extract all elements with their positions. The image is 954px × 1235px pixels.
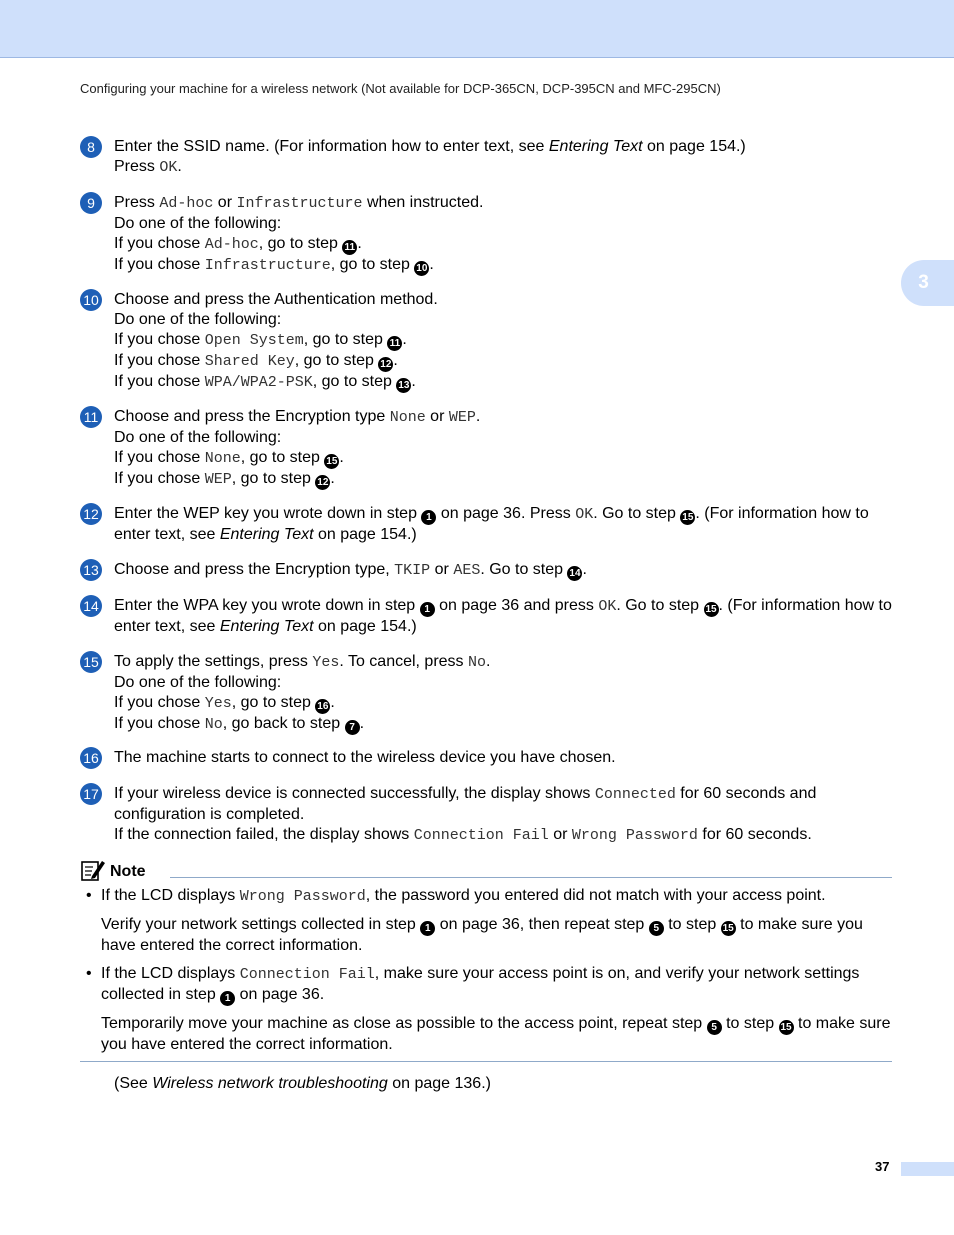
step-reference-badge: 11: [387, 336, 402, 351]
note-paragraph: [101, 1014, 892, 1055]
step-reference-badge: 15: [722, 923, 734, 934]
lcd-option-text: Connection Fail: [413, 827, 549, 844]
step-12: [80, 504, 892, 545]
text-run: Do one of the following:: [114, 215, 282, 232]
top-header-band: [0, 0, 954, 58]
text-run: to step: [663, 916, 721, 933]
step-line: [114, 428, 892, 448]
step-reference-badge: 11: [342, 240, 357, 255]
text-run: .: [582, 561, 587, 578]
lcd-option-text: Infrastructure: [204, 257, 331, 274]
text-run: .: [411, 373, 416, 390]
note-paragraph: [101, 915, 892, 956]
text-run: , make sure your access point is on, and verify your network settings collected in step: [101, 965, 860, 1003]
lcd-option-text: OK: [159, 159, 178, 176]
text-run: Choose and press the Encryption type,: [114, 561, 395, 578]
step-line: [114, 714, 892, 735]
cross-reference-title: Entering Text: [219, 526, 314, 543]
lcd-option-text: Connection Fail: [239, 966, 375, 983]
text-run: If the LCD displays: [101, 887, 240, 904]
lcd-option-text: Wrong Password: [239, 888, 366, 905]
text-run: .: [486, 653, 491, 670]
step-reference-badge: 13: [398, 380, 410, 391]
text-run: . Go to step: [480, 561, 568, 578]
step-reference-badge: 14: [569, 568, 581, 579]
text-run: If you chose: [114, 331, 205, 348]
step-reference-badge: 15: [780, 1022, 792, 1033]
step-body: [114, 596, 892, 637]
step-body: [114, 560, 892, 581]
step-reference-badge: 1: [421, 510, 436, 525]
step-line: [114, 652, 892, 673]
cross-reference-title: Entering Text: [548, 138, 643, 155]
note-label: Note: [110, 863, 146, 880]
lcd-option-text: None: [204, 450, 241, 467]
step-line: [114, 596, 892, 637]
lcd-option-text: WEP: [204, 471, 232, 488]
step-reference-badge: 5: [707, 1020, 722, 1035]
note-paragraph: [101, 964, 892, 1006]
step-number-badge: 15: [80, 651, 102, 673]
lcd-option-text: No: [204, 716, 223, 733]
step-13: [80, 560, 892, 581]
text-run: Enter the WPA key you wrote down in step: [114, 597, 420, 614]
text-run: , go to step: [258, 235, 343, 252]
text-run: Temporarily move your machine as close as possible to the access point, repeat step: [101, 1015, 707, 1032]
text-run: or: [548, 826, 572, 843]
note-divider-bottom: [80, 1061, 892, 1062]
step-17: [80, 784, 892, 846]
step-body: [114, 407, 892, 490]
text-run: .: [475, 408, 481, 425]
text-run: Verify your network settings collected in step: [101, 916, 421, 933]
text-run: on page 36 and press: [434, 597, 599, 614]
text-run: . To cancel, press: [339, 653, 468, 670]
lcd-option-text: Ad-hoc: [204, 236, 259, 253]
step-line: [114, 372, 892, 393]
text-run: , the password you entered did not match with your access point.: [365, 887, 826, 904]
text-run: to step: [721, 1015, 779, 1032]
text-run: for 60 seconds and configuration is completed.: [114, 785, 817, 823]
text-run: Do one of the following:: [114, 674, 282, 691]
text-run: .: [357, 235, 362, 252]
step-line: [114, 448, 892, 469]
step-line: [114, 255, 892, 276]
text-run: , go to step: [303, 331, 388, 348]
text-run: on page 154.): [313, 526, 417, 543]
text-run: .: [330, 694, 335, 711]
lcd-option-text: No: [468, 654, 487, 671]
text-run: , go to step: [231, 694, 316, 711]
step-16: [80, 748, 892, 768]
cross-reference-title: Entering Text: [219, 618, 314, 635]
text-run: If you chose: [114, 352, 205, 369]
text-run: , go to step: [330, 256, 415, 273]
text-run: If you chose: [114, 256, 205, 273]
cross-reference-title: Wireless network troubleshooting: [152, 1075, 388, 1092]
step-line: [114, 310, 892, 330]
step-line: [114, 351, 892, 372]
step-number-badge: 16: [80, 747, 102, 769]
text-run: .: [402, 331, 407, 348]
text-run: .: [177, 158, 182, 175]
bullet-mark: •: [86, 965, 92, 982]
lcd-option-text: Yes: [312, 654, 340, 671]
text-run: on page 154.): [313, 618, 417, 635]
text-run: .: [330, 470, 335, 487]
step-line: [114, 137, 892, 157]
step-number-badge: 11: [80, 406, 102, 428]
text-run: If you chose: [114, 449, 205, 466]
step-reference-badge: 5: [649, 921, 664, 936]
text-run: If the connection failed, the display shows: [114, 826, 414, 843]
page-number: 37: [875, 1159, 890, 1174]
text-run: or: [425, 408, 449, 425]
text-run: on page 136.): [387, 1075, 491, 1092]
step-line: [114, 693, 892, 714]
step-reference-badge: 15: [326, 456, 338, 467]
step-reference-badge: 7: [345, 720, 360, 735]
step-15: [80, 652, 892, 735]
text-run: on page 36. Press: [436, 505, 576, 522]
note-pencil-icon: [80, 858, 106, 887]
step-reference-badge: 1: [420, 602, 435, 617]
lcd-option-text: Ad-hoc: [159, 195, 214, 212]
step-reference-badge: 10: [416, 263, 428, 274]
text-run: Do one of the following:: [114, 311, 282, 328]
lcd-option-text: WEP: [448, 409, 476, 426]
step-line: [114, 193, 892, 214]
step-11: [80, 407, 892, 490]
text-run: . Go to step: [616, 597, 704, 614]
page-footer-bar: [901, 1162, 954, 1176]
text-run: If your wireless device is connected successfully, the display shows: [114, 785, 595, 802]
lcd-option-text: Infrastructure: [236, 195, 363, 212]
step-10: [80, 290, 892, 393]
bullet-mark: •: [86, 887, 92, 904]
step-line: [114, 784, 892, 825]
step-line: [114, 469, 892, 490]
text-run: . Go to step: [593, 505, 681, 522]
step-number-badge: 10: [80, 289, 102, 311]
text-run: to make sure you have entered the correct information.: [101, 1015, 891, 1053]
text-run: If you chose: [114, 694, 205, 711]
chapter-tab: 3: [901, 260, 954, 306]
step-14: [80, 596, 892, 637]
text-run: , go to step: [312, 373, 397, 390]
text-run: for 60 seconds.: [697, 826, 812, 843]
lcd-option-text: Connected: [594, 786, 676, 803]
step-reference-badge: 15: [705, 604, 717, 615]
step-reference-badge: 12: [317, 477, 329, 488]
step-line: [114, 290, 892, 310]
step-number-badge: 17: [80, 783, 102, 805]
step-body: [114, 652, 892, 735]
text-run: or: [430, 561, 454, 578]
see-also-reference: [114, 1075, 491, 1093]
step-9: [80, 193, 892, 276]
step-line: [114, 330, 892, 351]
text-run: .: [359, 715, 365, 732]
step-body: [114, 137, 892, 178]
text-run: , go to step: [294, 352, 379, 369]
step-number-badge: 13: [80, 559, 102, 581]
step-body: [114, 193, 892, 276]
step-line: [114, 407, 892, 428]
step-reference-badge: 15: [682, 512, 694, 523]
lcd-option-text: AES: [453, 562, 481, 579]
lcd-option-text: Shared Key: [204, 353, 295, 370]
text-run: . (For information how to enter text, see: [114, 597, 892, 635]
lcd-option-text: None: [389, 409, 426, 426]
step-number-badge: 8: [80, 136, 102, 158]
step-line: [114, 234, 892, 255]
text-run: If you chose: [114, 715, 205, 732]
text-run: If you chose: [114, 373, 205, 390]
note-divider-top: [170, 877, 892, 878]
lcd-option-text: TKIP: [394, 562, 431, 579]
step-line: [114, 825, 892, 846]
text-run: Press: [114, 194, 160, 211]
text-run: To apply the settings, press: [114, 653, 313, 670]
step-number-badge: 9: [80, 192, 102, 214]
step-line: [114, 560, 892, 581]
running-header: Configuring your machine for a wireless network (Not available for DCP-365CN, DCP-395CN and MFC-295CN): [80, 81, 721, 96]
step-line: [114, 748, 892, 768]
note-header: [80, 858, 892, 880]
text-run: on page 36.: [235, 986, 325, 1003]
text-run: . (For information how to enter text, see: [114, 505, 869, 543]
text-run: Choose and press the Encryption type: [114, 408, 390, 425]
text-run: Do one of the following:: [114, 429, 282, 446]
text-run: .: [429, 256, 434, 273]
text-run: The machine starts to connect to the wireless device you have chosen.: [114, 749, 616, 766]
step-line: [114, 504, 892, 545]
lcd-option-text: Wrong Password: [571, 827, 698, 844]
step-reference-badge: 1: [420, 921, 435, 936]
step-line: [114, 673, 892, 693]
text-run: on page 154.): [642, 138, 746, 155]
text-run: If the LCD displays: [101, 965, 240, 982]
text-run: Choose and press the Authentication method.: [114, 291, 438, 308]
lcd-option-text: OK: [575, 506, 594, 523]
step-body: [114, 290, 892, 393]
text-run: Enter the WEP key you wrote down in step: [114, 505, 422, 522]
text-run: If you chose: [114, 235, 205, 252]
note-content: [80, 886, 892, 1063]
text-run: .: [393, 352, 398, 369]
step-reference-badge: 1: [220, 991, 235, 1006]
text-run: , go to step: [231, 470, 316, 487]
note-bullet: [80, 886, 892, 956]
text-run: on page 36, then repeat step: [435, 916, 649, 933]
step-body: [114, 504, 892, 545]
text-run: Enter the SSID name. (For information how to enter text, see: [114, 138, 549, 155]
text-run: .: [339, 449, 344, 466]
lcd-option-text: Yes: [204, 695, 232, 712]
lcd-option-text: WPA/WPA2-PSK: [204, 374, 313, 391]
step-reference-badge: 16: [317, 701, 329, 712]
text-run: , go to step: [240, 449, 325, 466]
text-run: Press: [114, 158, 160, 175]
text-run: , go back to step: [222, 715, 345, 732]
note-bullet: [80, 964, 892, 1055]
step-number-badge: 14: [80, 595, 102, 617]
text-run: If you chose: [114, 470, 205, 487]
step-body: [114, 748, 892, 768]
text-run: or: [213, 194, 237, 211]
step-line: [114, 157, 892, 178]
step-number-badge: 12: [80, 503, 102, 525]
step-reference-badge: 12: [380, 359, 392, 370]
text-run: (See: [114, 1075, 153, 1092]
step-line: [114, 214, 892, 234]
lcd-option-text: OK: [598, 598, 617, 615]
note-paragraph: [101, 886, 892, 907]
lcd-option-text: Open System: [204, 332, 304, 349]
step-body: [114, 784, 892, 846]
text-run: to make sure you have entered the correct information.: [101, 916, 863, 954]
text-run: when instructed.: [362, 194, 484, 211]
step-8: [80, 137, 892, 178]
